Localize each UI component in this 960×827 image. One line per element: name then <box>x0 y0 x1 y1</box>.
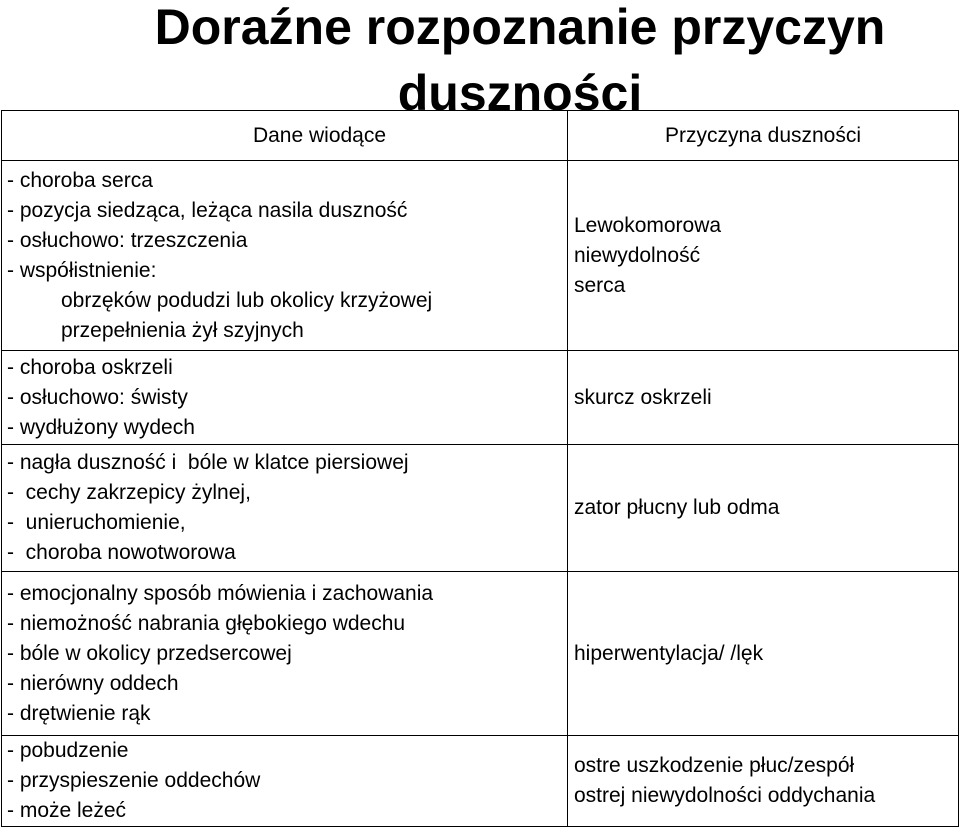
symptom-line: - unieruchomienie, <box>7 511 186 534</box>
symptoms-cell <box>2 445 568 572</box>
symptom-line: - cechy zakrzepicy żylnej, <box>7 481 251 504</box>
symptom-line: obrzęków podudzi lub okolicy krzyżowej <box>61 288 433 312</box>
cause-cell <box>568 736 959 827</box>
symptom-line: - osłuchowo: świsty <box>7 385 188 409</box>
cause-line: niewydolność <box>574 243 701 267</box>
cause-cell <box>568 445 959 572</box>
cause-cell <box>568 351 959 445</box>
symptom-line: - niemożność nabrania głębokiego wdechu <box>7 611 406 635</box>
symptom-line: - nierówny oddech <box>7 671 179 695</box>
symptoms-cell <box>2 161 568 351</box>
symptoms-cell <box>2 351 568 445</box>
symptom-line: - emocjonalny sposób mówienia i zachowania <box>7 581 434 605</box>
cause-line: Lewokomorowa <box>574 213 722 237</box>
table-row <box>2 572 959 736</box>
cause-line: serca <box>574 273 626 297</box>
table-row <box>2 736 959 827</box>
symptom-line: - osłuchowo: trzeszczenia <box>7 228 248 252</box>
symptom-line: przepełnienia żył szyjnych <box>61 318 304 342</box>
cause-line: ostrej niewydolności oddychania <box>574 784 876 807</box>
symptom-line: - choroba serca <box>7 168 153 192</box>
symptom-line: - może leżeć <box>7 799 127 822</box>
cause-cell <box>568 161 959 351</box>
table-row <box>2 445 959 572</box>
symptom-line: - współistnienie: <box>7 258 157 282</box>
diagnosis-table <box>1 110 959 827</box>
symptoms-cell <box>2 736 568 827</box>
cause-cell <box>568 572 959 736</box>
symptom-line: - pobudzenie <box>7 739 129 762</box>
table-header-row <box>2 111 959 161</box>
symptom-line: - nagła duszność i bóle w klatce piersiowej <box>7 451 409 474</box>
symptom-line: - choroba nowotworowa <box>7 541 236 564</box>
cause-line: zator płucny lub odma <box>574 496 780 519</box>
table-row <box>2 161 959 351</box>
symptom-line: - wydłużony wydech <box>7 415 195 439</box>
symptom-line: - pozycja siedząca, leżąca nasila duszność <box>7 198 408 222</box>
header-cause: Przyczyna duszności <box>568 111 959 161</box>
symptom-line: - drętwienie rąk <box>7 701 151 725</box>
cause-line: ostre uszkodzenie płuc/zespół <box>574 754 855 777</box>
table-row <box>2 351 959 445</box>
slide-title: Doraźne rozpoznanie przyczyn duszności <box>154 0 886 121</box>
symptoms-cell <box>2 572 568 736</box>
symptom-line: - przyspieszenie oddechów <box>7 769 261 792</box>
header-symptoms: Dane wiodące <box>2 111 568 161</box>
cause-line: hiperwentylacja/ /lęk <box>574 641 764 665</box>
symptom-line: - bóle w okolicy przedsercowej <box>7 641 292 665</box>
cause-line: skurcz oskrzeli <box>574 385 712 409</box>
symptom-line: - choroba oskrzeli <box>7 355 173 379</box>
